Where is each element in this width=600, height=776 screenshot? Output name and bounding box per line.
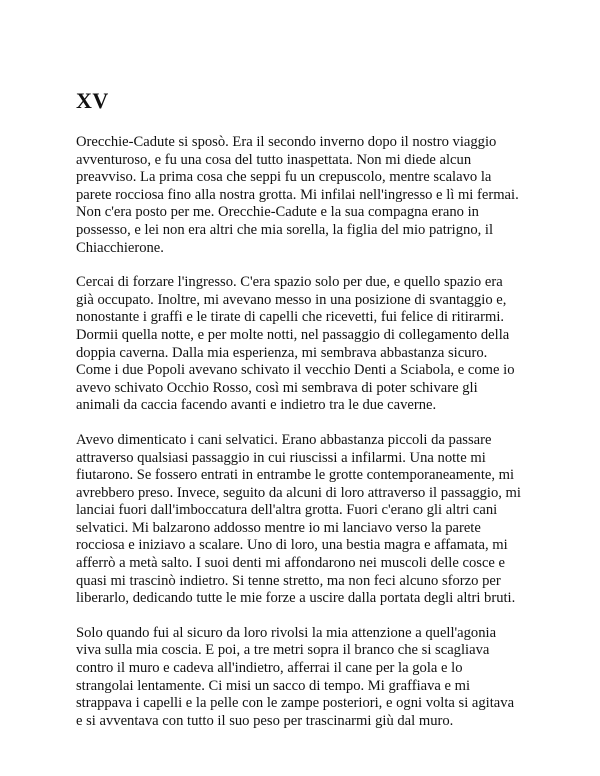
text-line: e si avventava con tutto il suo peso per trascinarmi giù dal muro. [76, 712, 454, 729]
paragraph-3 [76, 432, 550, 608]
text-line: Chiacchierone. [76, 239, 164, 256]
text-line: avventuroso, e fu una cosa del tutto inaspettata. Non mi diede alcun [76, 151, 472, 168]
text-line: selvatici. Mi balzarono addosso mentre io mi lanciavo verso la parete [76, 519, 481, 536]
text-line: nonostante i graffi e le tirate di capelli che ricevetti, fui felice di ritirarmi. [76, 309, 505, 326]
text-line: liberarlo, dedicando tutte le mie forze a uscire dalla portata degli altri bruti. [76, 590, 516, 607]
chapter-title: XV [76, 88, 109, 113]
text-line: Come i due Popoli avevano schivato il vecchio Denti a Sciabola, e come io [76, 362, 515, 379]
paragraph-1 [76, 134, 550, 257]
text-line: Orecchie-Cadute si sposò. Era il secondo inverno dopo il nostro viaggio [76, 134, 497, 150]
text-line: Dormii quella notte, e per molte notti, nel passaggio di collegamento della [76, 326, 510, 343]
text-line: lanciai fuori dall'imboccatura dell'altra grotta. Fuori c'erano gli altri cani [76, 502, 498, 519]
paragraph-4 [76, 625, 550, 731]
text-line: già occupato. Inoltre, mi avevano messo in una posizione di svantaggio e, [76, 291, 507, 308]
text-line: viva sulla mia coscia. E poi, a tre metri sopra il branco che si scagliava [76, 642, 490, 659]
text-line: fiutarono. Se fossero entrati in entrambe le grotte contemporaneamente, mi [76, 467, 515, 484]
text-line: contro il muro e cadeva all'indietro, afferrai il cane per la gola e lo [76, 660, 463, 677]
text-line: doppia caverna. Dalla mia esperienza, mi sembrava abbastanza sicuro. [76, 344, 488, 361]
document-page [76, 88, 550, 747]
text-line: strangolai lentamente. Ci misi un sacco di tempo. Mi graffiava e mi [76, 677, 471, 694]
text-line: avevo schivato Occhio Rosso, così mi sembrava di poter schivare gli [76, 379, 478, 396]
text-line: Solo quando fui al sicuro da loro rivolsi la mia attenzione a quell'agonia [76, 624, 497, 641]
paragraph-2 [76, 274, 550, 415]
text-line: preavviso. La prima cosa che seppi fu un crepuscolo, mentre scalavo la [76, 169, 492, 186]
text-line: strappava i capelli e la pelle con le zampe posteriori, e ogni volta si agitava [76, 695, 515, 712]
text-line: attraverso qualsiasi passaggio in cui riuscissi a infilarmi. Una notte mi [76, 449, 486, 466]
text-line: animali da caccia facendo avanti e indietro tra le due caverne. [76, 397, 437, 414]
text-line: quasi mi trascinò indietro. Si tenne stretto, ma non feci alcuno sforzo per [76, 572, 501, 589]
text-line: possesso, e lei non era altri che mia sorella, la figlia del mio patrigno, il [76, 221, 494, 238]
text-line: avrebbero preso. Invece, seguito da alcuni di loro attraverso il passaggio, mi [76, 484, 521, 501]
text-line: Avevo dimenticato i cani selvatici. Erano abbastanza piccoli da passare [76, 431, 492, 448]
text-line: afferrò a metà salto. I suoi denti mi affondarono nei muscoli delle cosce e [76, 555, 506, 572]
text-line: Cercai di forzare l'ingresso. C'era spazio solo per due, e quello spazio era [76, 274, 503, 291]
text-line: rocciosa e iniziavo a scalare. Uno di loro, una bestia magra e affamata, mi [76, 537, 508, 554]
text-line: Non c'era posto per me. Orecchie-Cadute e la sua compagna erano in [76, 204, 479, 221]
text-line: parete rocciosa fino alla nostra grotta. Mi infilai nell'ingresso e lì mi fermai. [76, 186, 519, 203]
